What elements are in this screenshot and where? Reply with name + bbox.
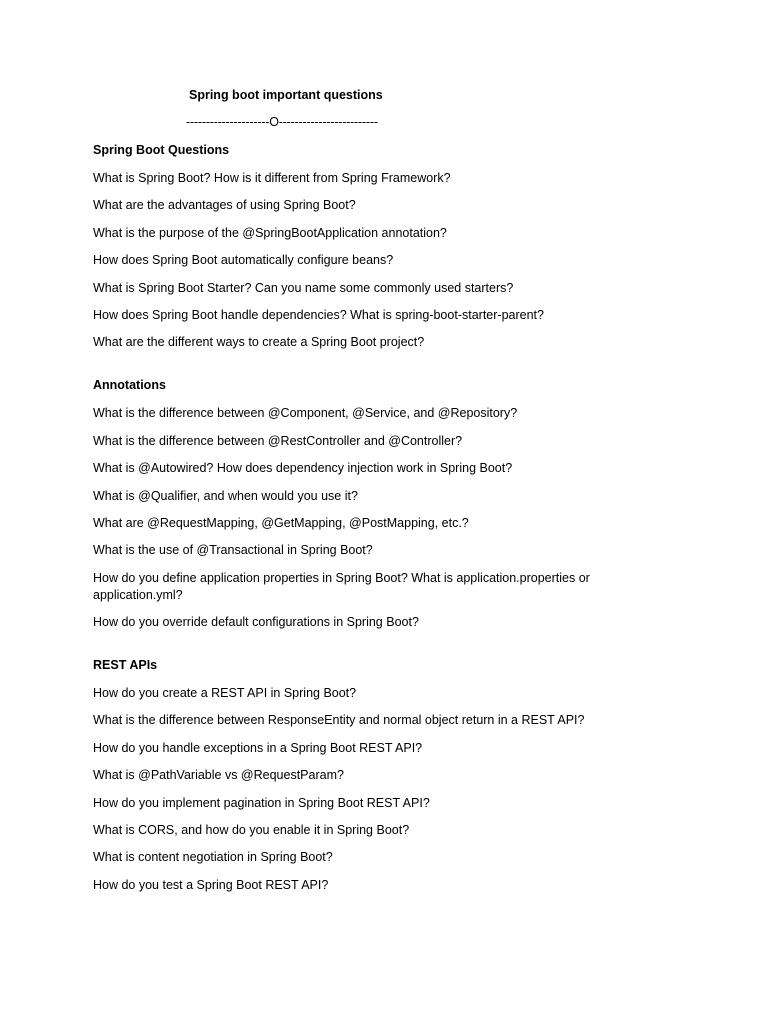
question-item: How do you override default configurations in Spring Boot? [93, 615, 419, 630]
question-item: How does Spring Boot automatically configure beans? [93, 253, 394, 268]
question-item: What are @RequestMapping, @GetMapping, @PostMapping, etc.? [93, 515, 469, 530]
section-heading: Annotations [93, 378, 166, 393]
question-item: How do you create a REST API in Spring Boot? [93, 686, 357, 701]
section-spring-boot-questions [93, 143, 653, 351]
document-body [93, 143, 653, 921]
question-item: What is @Qualifier, and when would you use it? [93, 488, 358, 503]
section-rest-apis [93, 658, 653, 894]
question-item: How does Spring Boot handle dependencies? What is spring-boot-starter-parent? [93, 307, 544, 322]
section-heading: Spring Boot Questions [93, 143, 230, 157]
document-title: Spring boot important questions [189, 88, 383, 102]
question-item: What is the difference between @RestController and @Controller? [93, 433, 463, 448]
question-item: How do you define application properties in Spring Boot? What is application.properties or application.yml? [93, 570, 590, 602]
question-item: What are the different ways to create a Spring Boot project? [93, 335, 425, 350]
question-item: What is Spring Boot? How is it different from Spring Framework? [93, 171, 451, 185]
question-item: What is @PathVariable vs @RequestParam? [93, 768, 344, 783]
question-item: What is content negotiation in Spring Boot? [93, 850, 333, 865]
section-annotations [93, 378, 653, 631]
question-item: How do you test a Spring Boot REST API? [93, 877, 329, 892]
question-item: What is the difference between @Component, @Service, and @Repository? [93, 406, 518, 421]
title-divider: ---------------------O------------------------- [186, 115, 378, 129]
section-heading: REST APIs [93, 658, 158, 673]
question-item: What are the advantages of using Spring Boot? [93, 198, 356, 213]
question-item: What is @Autowired? How does dependency injection work in Spring Boot? [93, 461, 513, 476]
question-item: How do you handle exceptions in a Spring Boot REST API? [93, 740, 423, 755]
question-item: What is the purpose of the @SpringBootApplication annotation? [93, 225, 447, 240]
question-item: What is Spring Boot Starter? Can you name some commonly used starters? [93, 280, 514, 295]
question-item: What is the difference between ResponseEntity and normal object return in a REST API? [93, 713, 585, 728]
question-item: How do you implement pagination in Spring Boot REST API? [93, 795, 430, 810]
question-item: What is CORS, and how do you enable it in Spring Boot? [93, 823, 410, 838]
question-item: What is the use of @Transactional in Spring Boot? [93, 543, 373, 558]
